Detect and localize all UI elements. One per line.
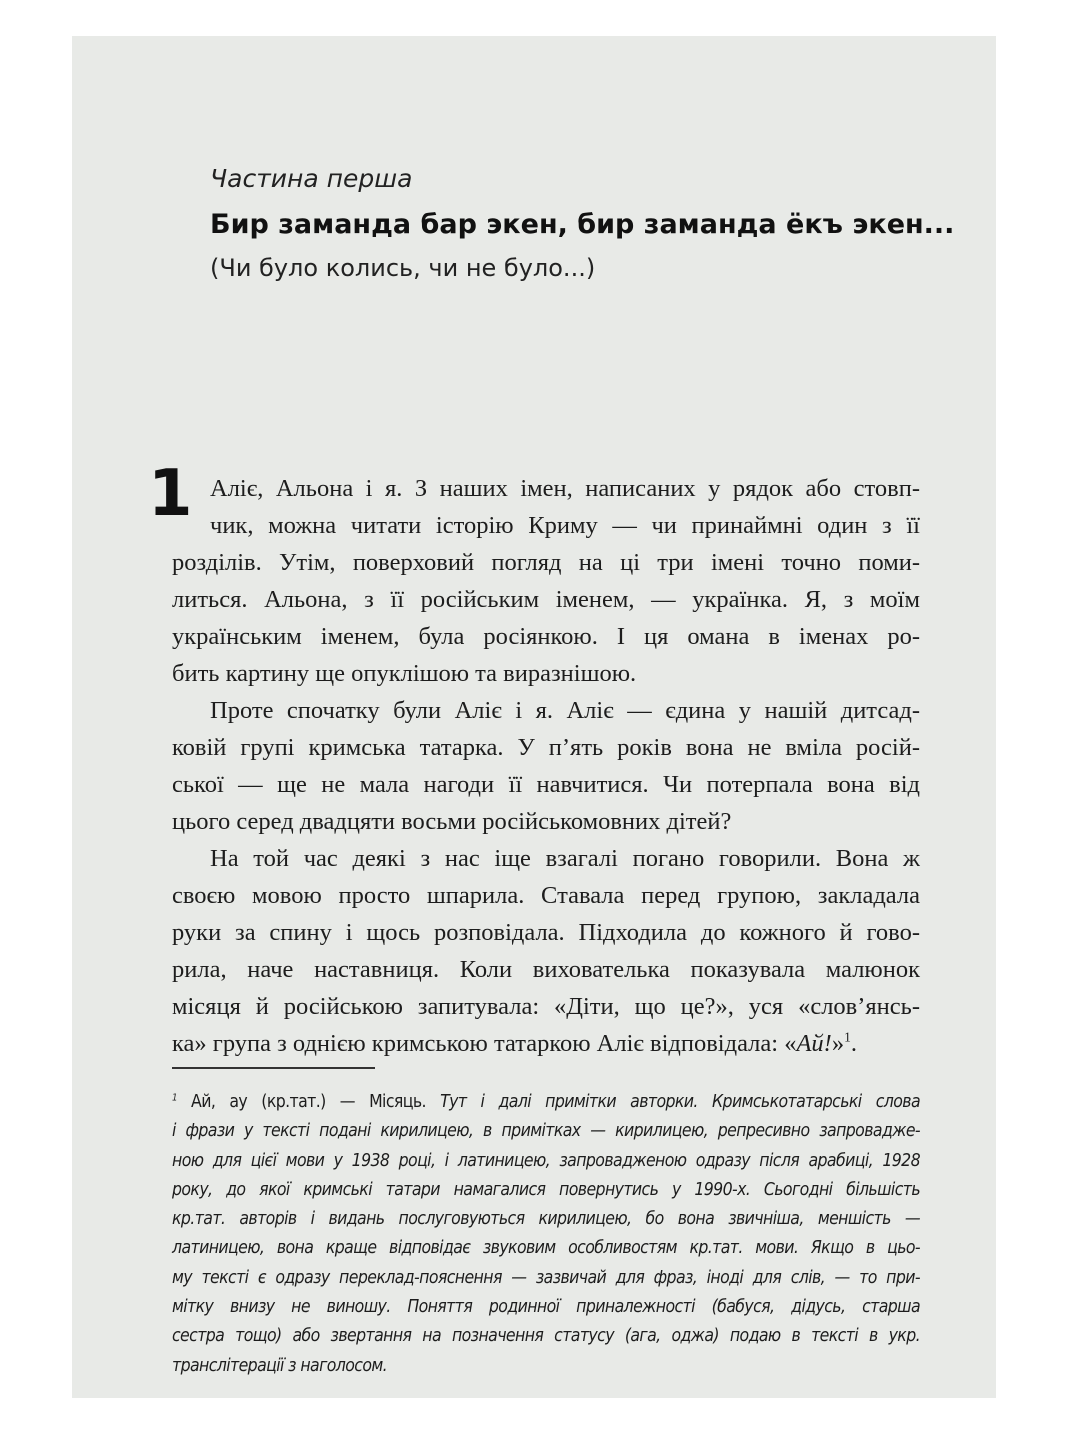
- text-line: ковій групі кримська татарка. У п’ять років вона не вміла росій-: [172, 734, 920, 761]
- text-line: і фрази у тексті подані кирилицею, в примітках — кирилицею, репресивно запроваджe-: [172, 1121, 920, 1142]
- text-line: Аліє, Альона і я. З наших імен, написаних у рядок або стовп-: [210, 475, 920, 502]
- text-line: року, до якої кримські татари намагалися повернутись у 1990-х. Сьогодні більшість: [172, 1179, 920, 1200]
- footnote: [172, 1088, 920, 1381]
- body-text: [172, 470, 920, 1062]
- text-line: му тексті є одразу переклад-пояснення — зазвичай для фраз, іноді для слів, — то при-: [172, 1267, 920, 1288]
- text-line: ської — ще не мала нагоди її навчитися. Чи потерпала вона від: [172, 771, 920, 798]
- chapter-subtitle: (Чи було колись, чи не було...): [210, 254, 596, 282]
- text-line: ною для цієї мови у 1938 році, і латиницею, запровадженою одразу після арабиці, 1928: [172, 1150, 920, 1171]
- text-line: бить картину ще опуклішою та виразнішою.: [172, 660, 637, 687]
- text-segment: »: [831, 1030, 845, 1057]
- footnote-marker: 1: [172, 1092, 177, 1104]
- text-line: розділів. Утім, поверховий погляд на ці три імені точно поми-: [172, 549, 920, 576]
- text-segment: Ай!: [796, 1030, 832, 1057]
- text-segment: Тут і далі примітки авторки. Кримськотатарські слова: [440, 1092, 920, 1112]
- footnote-marker: 1: [844, 1029, 851, 1045]
- text-line: На той час деякі з нас іще взагалі погано говорили. Вона ж: [210, 845, 920, 872]
- part-label: Частина перша: [210, 164, 413, 193]
- text-line: місяця й російською запитувала: «Діти, що це?», уся «слов’янсь-: [172, 993, 920, 1020]
- text-line: українським іменем, була росіянкою. І ця омана в іменах ро-: [172, 623, 920, 650]
- text-line: [172, 1025, 920, 1062]
- text-line: [172, 1088, 920, 1117]
- text-line: транслітерації з наголосом.: [172, 1355, 388, 1376]
- text-line: литься. Альона, з її російським іменем, — українка. Я, з моїм: [172, 586, 920, 613]
- text-line: кр.тат. авторів і видань послуговуються кирилицею, бо вона звичніша, меншість —: [172, 1209, 920, 1230]
- text-line: мітку внизу не виношу. Поняття родинної приналежності (бабуся, дідусь, старша: [172, 1297, 920, 1318]
- text-line: чик, можна читати історію Криму — чи принаймні один з її: [210, 512, 920, 539]
- text-segment: ка» група з однією кримською татаркою Аліє відповідала: «: [172, 1030, 797, 1057]
- book-page: [72, 36, 996, 1398]
- text-segment: Ай, ау (кр.тат.) — Місяць.: [176, 1092, 441, 1112]
- section-number: 1: [148, 457, 193, 531]
- text-line: сестра тощо) або звертання на позначення статусу (ага, оджа) подаю в тексті в укр.: [172, 1326, 920, 1347]
- footnote-divider: [172, 1067, 375, 1069]
- text-line: руки за спину і щось розповідала. Підходила до кожного й гово-: [172, 919, 920, 946]
- text-line: цього серед двадцяти восьми російськомовних дітей?: [172, 808, 732, 835]
- text-line: рила, наче наставниця. Коли вихователька показувала малюнок: [172, 956, 920, 983]
- chapter-title: Бир заманда бар экен, бир заманда ёкъ экен...: [210, 209, 955, 240]
- text-line: своєю мовою просто шпарила. Ставала перед групою, закладала: [172, 882, 920, 909]
- text-line: Проте спочатку були Аліє і я. Аліє — єдина у нашій дитсад-: [210, 697, 920, 724]
- text-line: латиницею, вона краще відповідає звуковим особливостям кр.тат. мови. Якщо в цьо-: [172, 1238, 920, 1259]
- text-segment: .: [850, 1030, 857, 1057]
